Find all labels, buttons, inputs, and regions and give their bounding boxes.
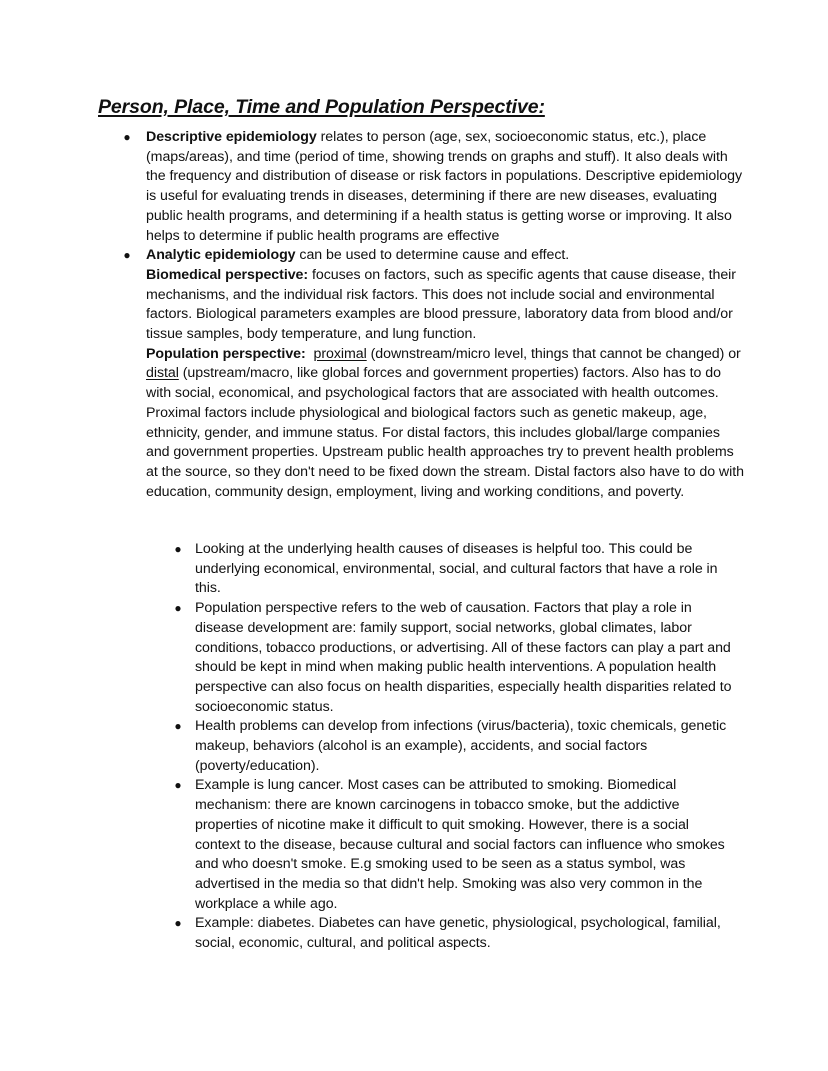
proximal-term: proximal bbox=[313, 345, 367, 362]
sub-item-text: Example: diabetes. Diabetes can have genetic, physiological, psychological, familial, social, economic, cultural, and political aspects. bbox=[195, 915, 721, 952]
population-term: Population perspective: bbox=[146, 345, 306, 362]
list-item-descriptive-epidemiology bbox=[123, 128, 746, 246]
biomedical-paragraph bbox=[146, 266, 746, 345]
analytic-paragraph bbox=[146, 246, 746, 266]
sub-item-text: Example is lung cancer. Most cases can be attributed to smoking. Biomedical mechanism: there are known carcinogens in tobacco smoke, but the addictive properties of nicotine make it difficult to quit smoking. However, there is a social context to the disease, because cultural and social factors can influence who smokes and who doesn't smoke. E.g smoking used to be seen as a status symbol, was advertised in the media so that didn't help. Smoking was also very common in the workplace a while ago. bbox=[195, 777, 725, 912]
sub-list-item bbox=[174, 717, 735, 776]
sub-list-item bbox=[174, 540, 735, 599]
distal-term: distal bbox=[146, 365, 179, 382]
analytic-text: can be used to determine cause and effect. bbox=[295, 247, 570, 264]
page-title: Person, Place, Time and Population Perspective: bbox=[98, 96, 545, 118]
sub-item-text: Population perspective refers to the web of causation. Factors that play a role in disease development are: family support, social networks, global climates, labor conditions, tobacco productions, or advertising. All of these factors can play a part and should be kept in mind when making public health interventions. A population health perspective can also focus on health disparities, especially health disparities related to socioeconomic status. bbox=[195, 600, 732, 715]
descriptive-text: relates to person (age, sex, socioeconomic status, etc.), place (maps/areas), and time (period of time, showing trends on graphs and stuff). It also deals with the frequency and distribution of disease or risk factors in populations. Descriptive epidemiology is useful for evaluating trends in diseases, determining if there are new diseases, evaluating public health programs, and determining if a health status is getting worse or improving. It also helps to determine if public health programs are effective bbox=[146, 129, 743, 244]
bullet-icon: ● bbox=[174, 542, 182, 556]
biomedical-text: focuses on factors, such as specific agents that cause disease, their mechanisms, and the individual risk factors. This does not include social and environmental factors. Biological parameters examples are blood pressure, laboratory data from blood and/or tissue samples, body temperature, and lung function. bbox=[146, 266, 736, 343]
descriptive-paragraph bbox=[146, 128, 746, 246]
analytic-term: Analytic epidemiology bbox=[146, 247, 296, 264]
sub-item-text: Looking at the underlying health causes of diseases is helpful too. This could be underlying economical, environmental, social, and cultural factors that have a role in this. bbox=[195, 541, 718, 597]
sub-list-item bbox=[174, 776, 735, 914]
bullet-icon: ● bbox=[174, 601, 182, 616]
sub-bullet-list bbox=[174, 540, 735, 954]
descriptive-term: Descriptive epidemiology bbox=[146, 129, 317, 145]
bullet-icon: ● bbox=[123, 130, 131, 144]
bullet-icon: ● bbox=[174, 719, 182, 734]
sub-item-text: Health problems can develop from infections (virus/bacteria), toxic chemicals, genetic makeup, behaviors (alcohol is an example), accidents, and social factors (poverty/education). bbox=[195, 718, 727, 774]
sub-list-item bbox=[174, 914, 735, 953]
sub-list-item bbox=[174, 599, 735, 717]
population-text-1: (downstream/micro level, things that cannot be changed) or bbox=[366, 345, 745, 362]
main-bullet-list bbox=[123, 128, 748, 502]
bullet-icon: ● bbox=[174, 778, 182, 793]
biomedical-term: Biomedical perspective: bbox=[146, 266, 309, 283]
bullet-icon: ● bbox=[174, 916, 182, 931]
list-item-analytic-epidemiology bbox=[123, 246, 748, 502]
bullet-icon: ● bbox=[123, 248, 131, 263]
population-text-2: (upstream/macro, like global forces and government properties) factors. Also has to do with social, economical, and psychological factors that are associated with health outcomes. Proximal factors include physiological and biological factors such as genetic makeup, age, ethnicity, gender, and immune status. For distal factors, this includes global/large companies and government properties. Upstream public health approaches try to prevent health problems at the source, so they don't need to be fixed down the stream. Distal factors also have to do with education, community design, employment, living and working conditions, and poverty. bbox=[146, 365, 748, 500]
population-paragraph bbox=[146, 345, 746, 503]
